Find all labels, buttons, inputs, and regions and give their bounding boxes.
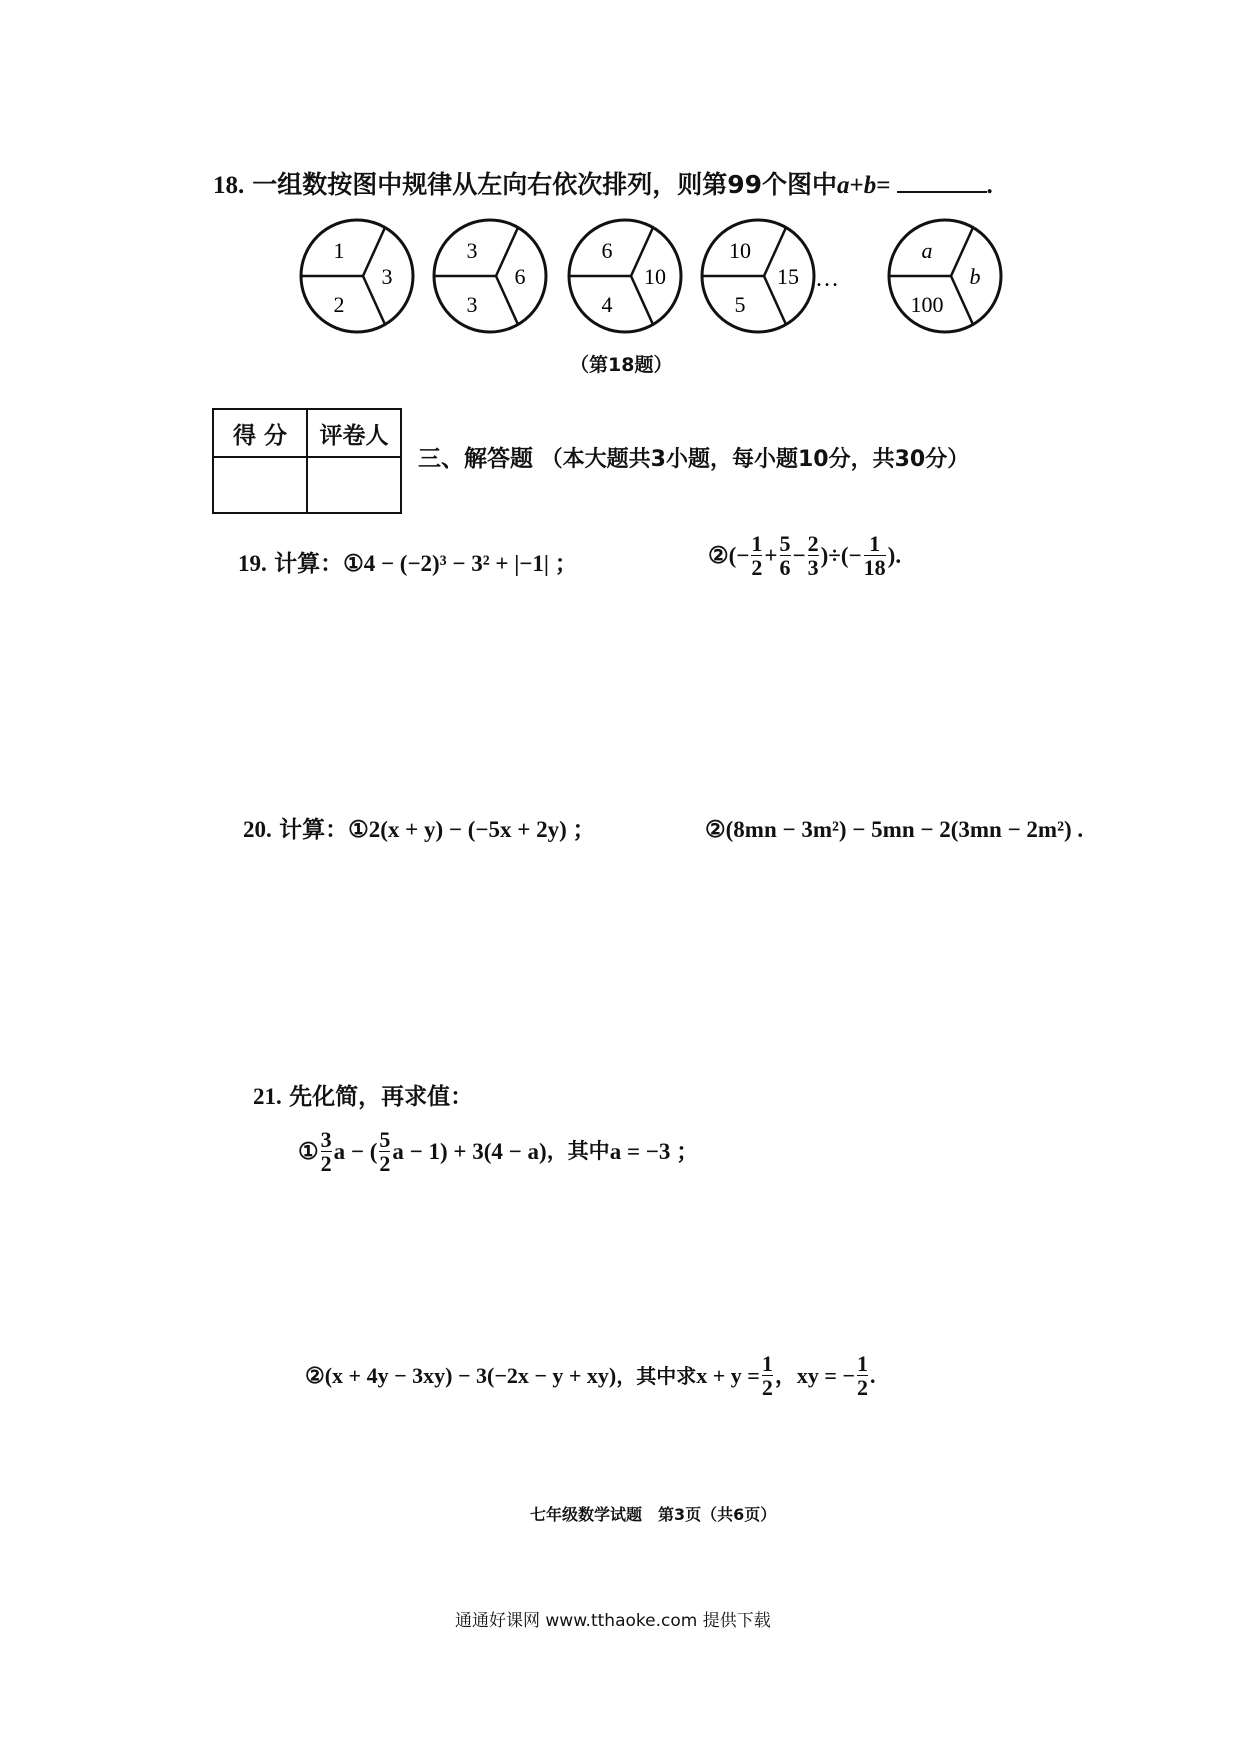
denominator: 2 [751,555,763,581]
plus-sign: + [764,543,778,569]
numerator: 5 [779,531,791,556]
condition-label: ，其中求 [616,1363,697,1388]
question-number: 20. [243,817,272,842]
expression: a − ( [333,1139,378,1165]
circle-value-top: 10 [729,238,751,263]
fraction [808,532,819,579]
circle-value-bottom: 100 [910,292,944,317]
part-marker: ① [343,551,364,576]
q19-line [238,552,578,576]
circle-value-right: 6 [514,264,526,289]
denominator: 2 [856,1375,868,1401]
pattern-circle [889,220,1001,332]
numerator: 5 [379,1127,391,1152]
denominator: 6 [779,555,791,581]
pattern-circle [434,220,546,332]
q19-part2 [708,532,901,579]
denominator: 18 [863,555,886,581]
page-footer: 七年级数学试题 第3页（共6页） [530,1505,777,1524]
numerator: 1 [761,1351,773,1376]
circle-value-top: 6 [601,238,613,263]
plus-sign: + [849,172,864,199]
part-marker: ② [708,543,729,569]
section-heading [418,440,969,473]
ellipsis: … [815,266,839,292]
section-note: （本大题共3小题，每小题10分，共30分） [540,447,970,472]
part-marker: ① [348,817,369,842]
fraction [857,1352,868,1399]
fraction [864,532,886,579]
fraction [379,1128,390,1175]
score-header: 得 分 [213,409,307,457]
answer-blank [897,190,987,193]
numerator: 1 [869,531,881,556]
grader-header: 评卷人 [307,409,401,457]
question-number: 18. [213,172,245,199]
score-box [212,408,402,514]
expression: 2(x + y) − (−5x + 2y) ； [368,817,596,842]
expression: 4 − (−2)³ − 3² + |−1| ； [363,551,578,576]
question-label: 先化简，再求值： [289,1084,474,1110]
circle-pattern-figure [295,210,1015,350]
q21-part1 [298,1128,699,1175]
condition: x + y = [696,1362,760,1388]
part-marker: ② [305,1362,325,1388]
question-number: 21. [253,1084,282,1109]
denominator: 2 [320,1151,332,1177]
circle-value-bottom: 4 [601,292,613,317]
circle-value-right: b [969,264,981,289]
circle-value-bottom: 5 [734,292,746,317]
expression: (x + 4y − 3xy) − 3(−2x − y + xy) [324,1362,617,1388]
question-text: 一组数按图中规律从左向右依次排列，则第99个图中 [252,170,837,199]
minus-sign: − [792,543,806,569]
pattern-circle [702,220,814,332]
score-cell [213,457,307,513]
circle-value-right: 15 [777,264,799,289]
question-label: 计算： [274,551,344,577]
question-label: 计算： [279,817,349,843]
denominator: 2 [761,1375,773,1401]
expression: a − 1) + 3(4 − a) [392,1139,547,1165]
q21-part2 [305,1352,875,1399]
fraction [321,1128,332,1175]
circle-value-right: 3 [381,264,393,289]
numerator: 2 [807,531,819,556]
denominator: 2 [379,1151,391,1177]
circle-value-top: 1 [333,238,345,263]
denominator: 3 [807,555,819,581]
pattern-circle [569,220,681,332]
fraction [751,532,762,579]
q20-part2 [705,818,1083,841]
question-number: 19. [238,551,267,576]
paren-close: ). [887,543,902,569]
circle-value-top: a [921,238,933,263]
period: . [869,1362,876,1388]
circle-value-top: 3 [466,238,478,263]
section-title: 三、解答题 [418,446,533,472]
condition: a = −3 ； [609,1139,700,1165]
part-marker: ② [705,817,726,842]
grader-cell [307,457,401,513]
condition: xy = − [796,1362,855,1388]
paren-open: (− [728,543,750,569]
var-a: a [837,172,850,199]
download-notice: 通通好课网 www.tthaoke.com 提供下载 [455,1611,771,1631]
q20-line [243,818,596,842]
circle-value-right: 10 [644,264,666,289]
q21-line [253,1085,473,1109]
fraction [780,532,791,579]
circle-value-bottom: 3 [466,292,478,317]
divide-sign: )÷(− [820,543,862,569]
numerator: 1 [751,531,763,556]
pattern-circle [301,220,413,332]
period: . [986,172,993,199]
q18-line [213,172,993,198]
circle-value-bottom: 2 [333,292,345,317]
equals-sign: = [876,172,891,199]
part-marker: ① [298,1139,319,1165]
separator: ， [774,1362,797,1388]
numerator: 3 [320,1127,332,1152]
figure-caption: （第18题） [570,354,673,376]
condition-label: ，其中 [546,1139,610,1164]
fraction [762,1352,773,1399]
var-b: b [863,172,877,199]
expression: (8mn − 3m²) − 5mn − 2(3mn − 2m²) . [725,817,1084,842]
numerator: 1 [856,1351,868,1376]
